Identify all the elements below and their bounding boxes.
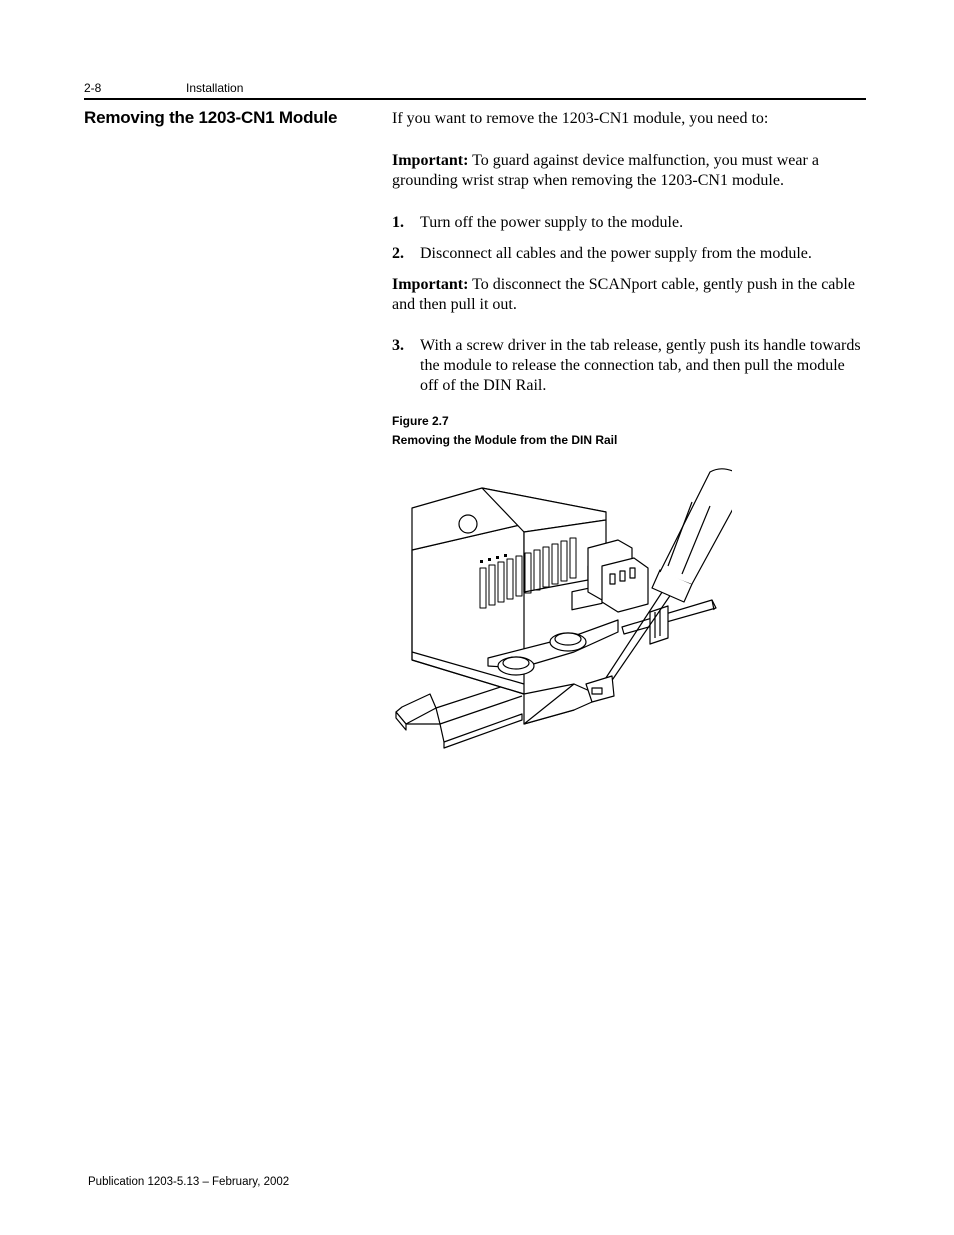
page-number: 2-8	[84, 81, 102, 95]
figure-title: Removing the Module from the DIN Rail	[392, 433, 618, 447]
important-text: To guard against device malfunction, you must wear a grounding wrist strap when removing the 1203-CN1 module.	[392, 152, 819, 189]
important-label: Important:	[392, 152, 469, 169]
step-text: Turn off the power supply to the module.	[420, 214, 684, 231]
important-label: Important:	[392, 276, 469, 293]
important-note-1	[392, 151, 862, 191]
important-text: To disconnect the SCANport cable, gently push in the cable and then pull it out.	[392, 276, 855, 313]
figure-caption	[392, 412, 617, 450]
step-3	[392, 336, 862, 396]
header-rule	[84, 98, 866, 100]
intro-paragraph: If you want to remove the 1203-CN1 module, you need to:	[392, 110, 769, 127]
step-1	[392, 213, 862, 233]
step-2	[392, 244, 862, 264]
section-title: Removing the 1203-CN1 Module	[84, 108, 338, 127]
module-removal-illustration	[392, 462, 732, 762]
step-number: 1.	[392, 214, 404, 231]
main-content	[392, 109, 862, 407]
step-text: With a screw driver in the tab release, gently push its handle towards the module to release the connection tab, and then pull the module off of the DIN Rail.	[420, 337, 861, 394]
section-name: Installation	[186, 81, 244, 95]
step-number: 3.	[392, 337, 404, 354]
step-number: 2.	[392, 245, 404, 262]
important-note-2	[392, 275, 862, 315]
publication-footer: Publication 1203-5.13 – February, 2002	[88, 1176, 290, 1188]
step-text: Disconnect all cables and the power supply from the module.	[420, 245, 812, 262]
figure-number: Figure 2.7	[392, 414, 449, 428]
